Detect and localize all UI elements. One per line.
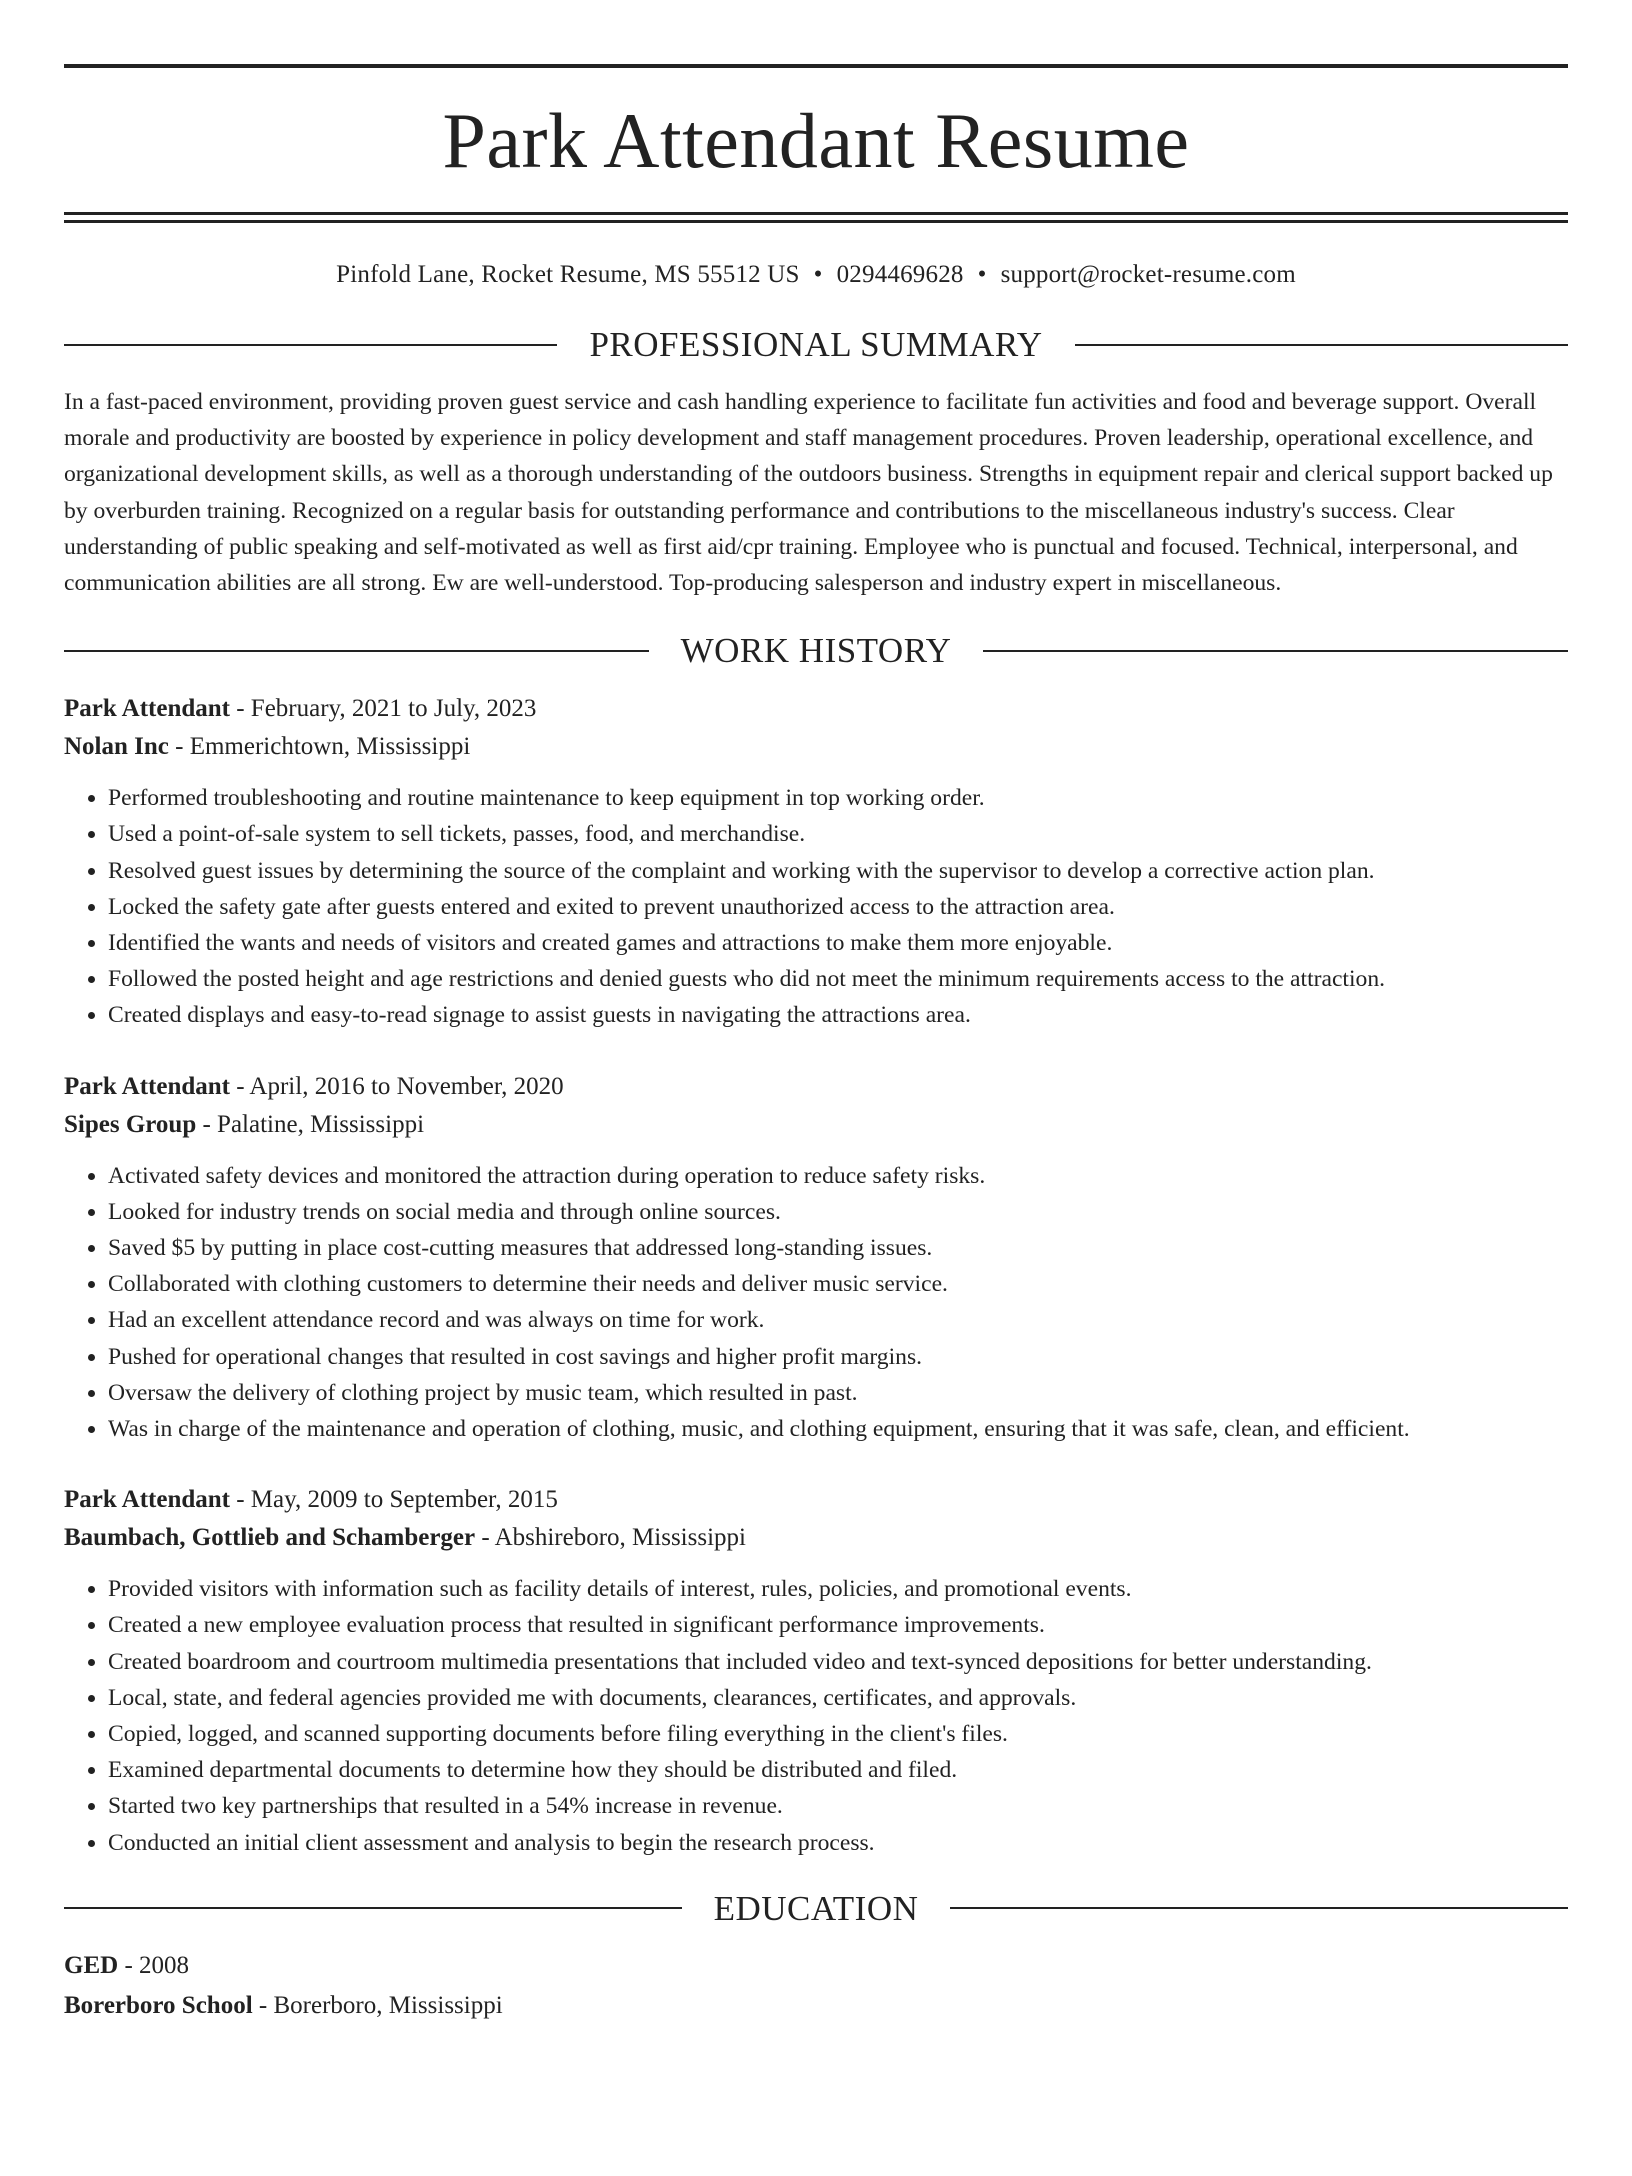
education-degree-line (64, 1946, 1568, 1986)
job-bullet: • Activated safety devices and monitored the attraction during operation to reduce safety risks. (108, 1158, 1568, 1194)
job-bullets (64, 780, 1568, 1033)
education-entry (64, 1946, 1568, 2026)
education-school: Borerboro School (64, 1991, 253, 2019)
job-location: - Emmerichtown, Mississippi (168, 733, 471, 761)
education-heading-label: EDUCATION (713, 1888, 919, 1928)
heading-rule-right (983, 650, 1568, 652)
heading-rule-left (64, 344, 557, 346)
job-bullets (64, 1571, 1568, 1861)
job-title-line (64, 1481, 1568, 1519)
job-bullet: • Pushed for operational changes that resulted in cost savings and higher profit margins. (108, 1339, 1568, 1375)
job-location: - Abshireboro, Mississippi (475, 1524, 746, 1552)
job-title: Park Attendant (64, 1486, 230, 1514)
job-company-line (64, 728, 1568, 766)
job-company: Sipes Group (64, 1110, 197, 1138)
job-bullet: • Copied, logged, and scanned supporting documents before filing everything in the client's files. (108, 1716, 1568, 1752)
job-bullet: • Created boardroom and courtroom multimedia presentations that included video and text-synced depositions for better understanding. (108, 1644, 1568, 1680)
job-bullet: • Oversaw the delivery of clothing project by music team, which resulted in past. (108, 1375, 1568, 1411)
contact-email: support@rocket-resume.com (1000, 261, 1296, 288)
resume-title: Park Attendant Resume (442, 97, 1190, 184)
job-bullet: • Conducted an initial client assessment and analysis to begin the research process. (108, 1825, 1568, 1861)
education-heading (64, 1888, 1568, 1928)
contact-phone: 0294469628 (836, 261, 964, 288)
work-history-heading (64, 631, 1568, 671)
job-company-line (64, 1106, 1568, 1144)
job-bullet: • Followed the posted height and age restrictions and denied guests who did not meet the minimum requirements access to the attraction. (108, 961, 1568, 997)
job-entry (64, 690, 1568, 1033)
job-bullet: • Collaborated with clothing customers to determine their needs and deliver music service. (108, 1266, 1568, 1302)
heading-rule-left (64, 1907, 682, 1909)
job-dates: - April, 2016 to November, 2020 (229, 1072, 564, 1100)
resume-page (0, 64, 1632, 2176)
contact-separator: • (813, 261, 823, 288)
education-school-line (64, 1986, 1568, 2026)
education-year: - 2008 (118, 1951, 190, 1979)
job-bullet: • Saved $5 by putting in place cost-cutting measures that addressed long-standing issues. (108, 1230, 1568, 1266)
job-bullet: • Resolved guest issues by determining the source of the complaint and working with the supervisor to develop a corrective action plan. (108, 853, 1568, 889)
job-bullets (64, 1158, 1568, 1448)
job-bullet: • Was in charge of the maintenance and operation of clothing, music, and clothing equipment, ensuring that it was safe, clean, and efficient. (108, 1411, 1568, 1447)
heading-rule-right (950, 1907, 1568, 1909)
job-bullet: • Performed troubleshooting and routine maintenance to keep equipment in top working order. (108, 780, 1568, 816)
job-title: Park Attendant (64, 695, 230, 723)
job-dates: - May, 2009 to September, 2015 (229, 1486, 558, 1514)
work-history-heading-label: WORK HISTORY (680, 631, 952, 671)
job-bullet: • Examined departmental documents to determine how they should be distributed and filed. (108, 1752, 1568, 1788)
job-company-line (64, 1519, 1568, 1557)
contact-separator: • (977, 261, 987, 288)
job-title-line (64, 1068, 1568, 1106)
contact-address: Pinfold Lane, Rocket Resume, MS 55512 US (336, 261, 800, 288)
job-company: Nolan Inc (64, 733, 169, 761)
job-bullet: • Created a new employee evaluation process that resulted in significant performance improvements. (108, 1607, 1568, 1643)
heading-rule-right (1075, 344, 1568, 346)
job-entry (64, 1068, 1568, 1448)
summary-heading-label: PROFESSIONAL SUMMARY (589, 325, 1043, 364)
job-bullet: • Had an excellent attendance record and was always on time for work. (108, 1302, 1568, 1338)
job-bullet: • Looked for industry trends on social media and through online sources. (108, 1194, 1568, 1230)
education-location: - Borerboro, Mississippi (252, 1991, 503, 2019)
education-degree: GED (64, 1951, 119, 1979)
job-location: - Palatine, Mississippi (196, 1110, 425, 1138)
job-bullet: • Started two key partnerships that resulted in a 54% increase in revenue. (108, 1788, 1568, 1824)
heading-rule-left (64, 650, 649, 652)
job-bullet: • Created displays and easy-to-read signage to assist guests in navigating the attractions area. (108, 997, 1568, 1033)
job-title: Park Attendant (64, 1072, 230, 1100)
job-bullet: • Provided visitors with information such as facility details of interest, rules, policies, and promotional events. (108, 1571, 1568, 1607)
job-bullet: • Local, state, and federal agencies provided me with documents, clearances, certificates, and approvals. (108, 1680, 1568, 1716)
title-double-rule (64, 212, 1568, 223)
summary-text: In a fast-paced environment, providing proven guest service and cash handling experience to facilitate fun activities and food and beverage support. Overall morale and productivity are boosted by experience in policy development and staff management procedures. Proven leadership, operational excellence, and organizational development skills, as well as a thorough understanding of the outdoors business. Strengths in equipment repair and clerical support backed up by overburden training. Recognized on a regular basis for outstanding performance and contributions to the miscellaneous industry's success. Clear understanding of public speaking and self-motivated as well as first aid/cpr training. Employee who is punctual and focused. Technical, interpersonal, and communication abilities are all strong. Ew are well-understood. Top-producing salesperson and industry expert in miscellaneous. (64, 389, 1553, 597)
job-title-line (64, 690, 1568, 728)
top-rule (64, 64, 1568, 68)
job-bullet: • Used a point-of-sale system to sell tickets, passes, food, and merchandise. (108, 816, 1568, 852)
job-company: Baumbach, Gottlieb and Schamberger (64, 1524, 476, 1552)
job-entry (64, 1481, 1568, 1861)
job-bullet: • Locked the safety gate after guests entered and exited to prevent unauthorized access to the attraction area. (108, 889, 1568, 925)
job-dates: - February, 2021 to July, 2023 (229, 695, 537, 723)
job-bullet: • Identified the wants and needs of visitors and created games and attractions to make them more enjoyable. (108, 925, 1568, 961)
contact-line (64, 261, 1568, 289)
summary-heading (64, 327, 1568, 362)
